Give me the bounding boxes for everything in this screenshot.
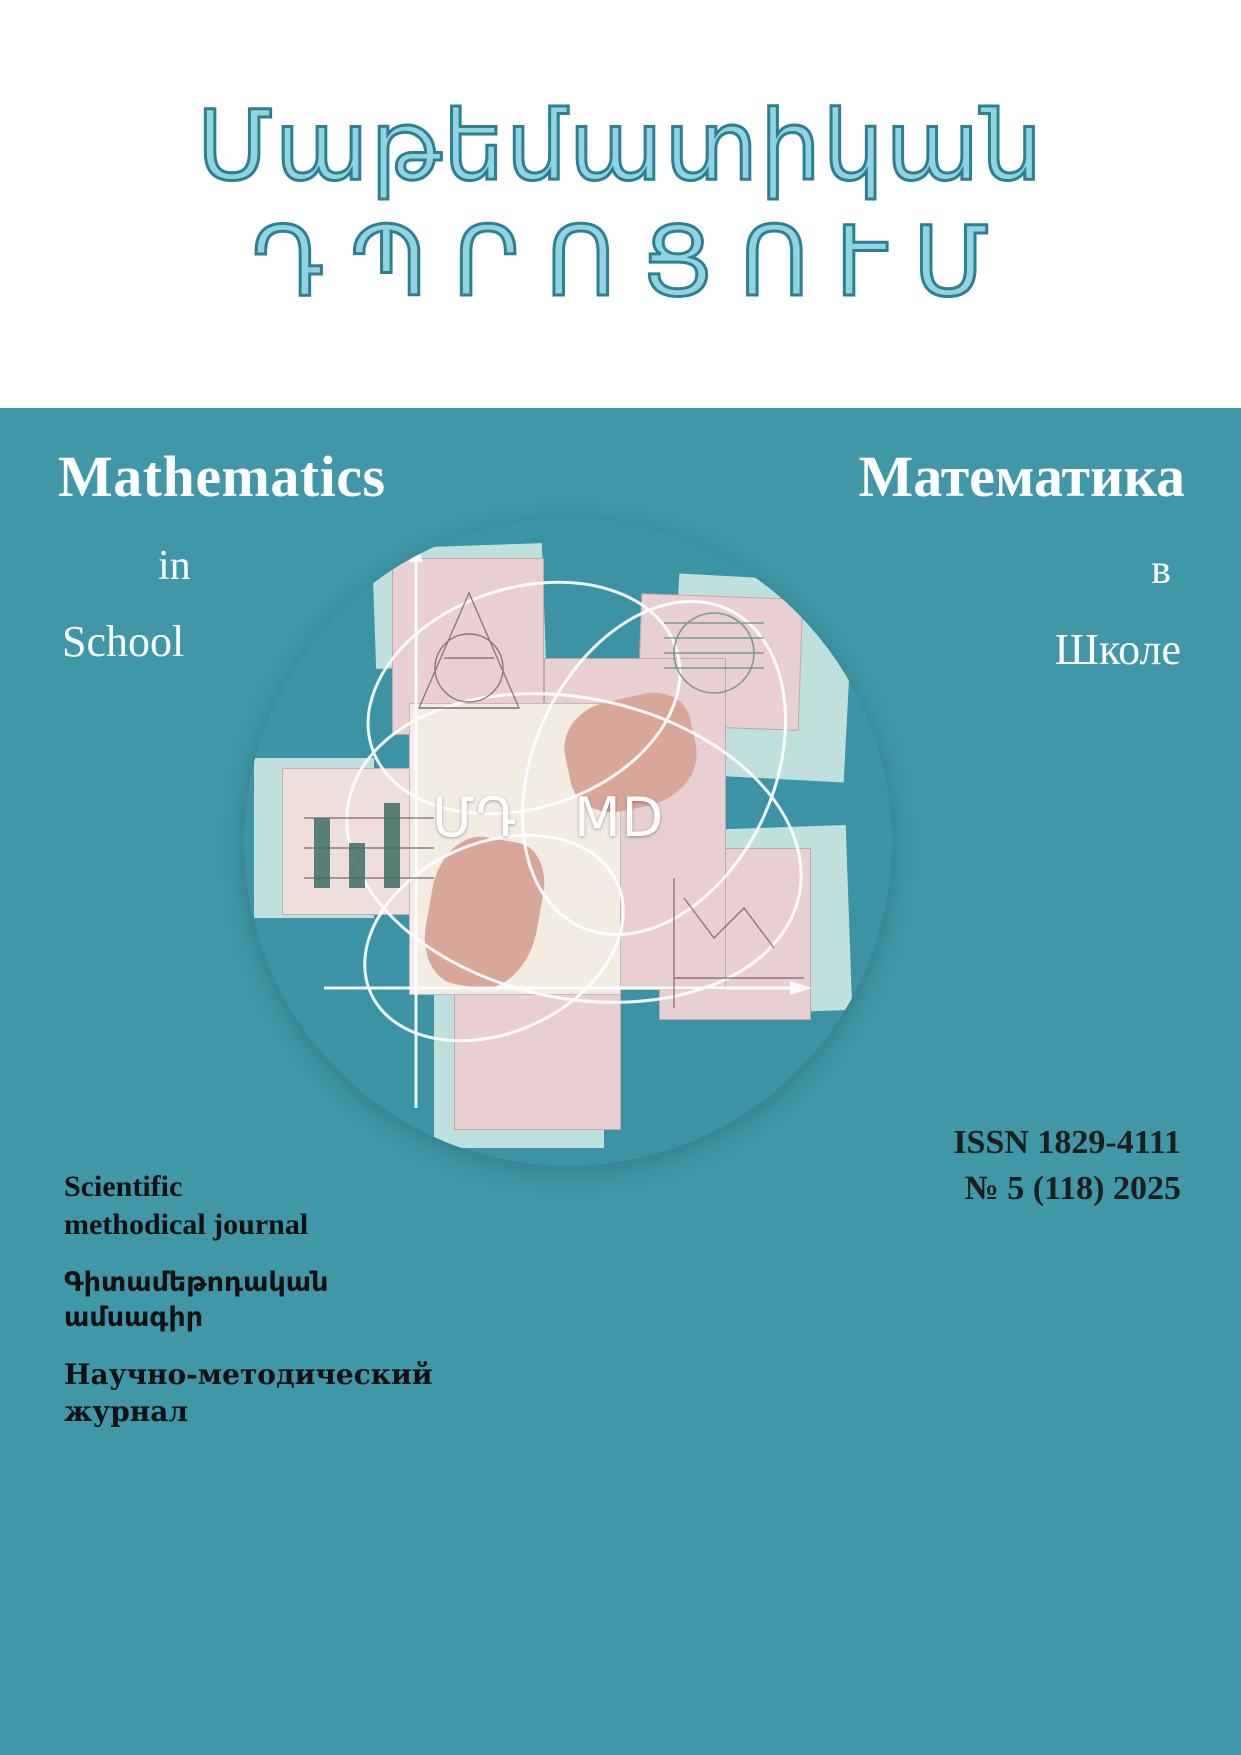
descriptor-armenian: [64, 1265, 524, 1335]
descriptor-russian: [64, 1357, 524, 1430]
descriptor-russian-line2: журнал: [64, 1394, 189, 1428]
journal-descriptor-block: [64, 1168, 524, 1430]
descriptor-armenian-line2: ամսագիր: [64, 1302, 204, 1334]
collage-lineart: [244, 518, 892, 1166]
descriptor-english: [64, 1168, 524, 1243]
title-russian-in: в: [1151, 547, 1171, 593]
descriptor-russian-line1: Научно-методический: [64, 1358, 433, 1392]
title-russian-school: Школе: [1054, 625, 1181, 674]
cover-illustration: [244, 518, 892, 1166]
descriptor-english-line2: methodical journal: [64, 1207, 309, 1241]
issn-block: [953, 1120, 1181, 1212]
journal-title-armenian-line1: Մաթեմատիկան: [196, 89, 1045, 202]
title-english-mathematics: Mathematics: [58, 444, 386, 509]
issn-number: ISSN 1829-4111: [953, 1124, 1181, 1161]
title-russian-mathematics: Математика: [858, 444, 1185, 509]
collage-label-armenian: ՄԴ: [432, 786, 518, 849]
collage-label-latin: MD: [574, 786, 665, 849]
journal-title-armenian-line2: ԴՊՐՈՑՈՒՄ: [251, 206, 1016, 318]
issue-number: № 5 (118) 2025: [964, 1169, 1181, 1207]
title-english-school: School: [62, 617, 185, 666]
title-english-in: in: [158, 543, 191, 589]
cover-bottom-strip: [0, 1693, 1241, 1755]
cover-main-panel: [0, 408, 1241, 1693]
descriptor-english-line1: Scientific: [64, 1170, 183, 1203]
descriptor-armenian-line1: Գիտամեթոդական: [64, 1267, 329, 1298]
masthead-band: [0, 0, 1241, 408]
